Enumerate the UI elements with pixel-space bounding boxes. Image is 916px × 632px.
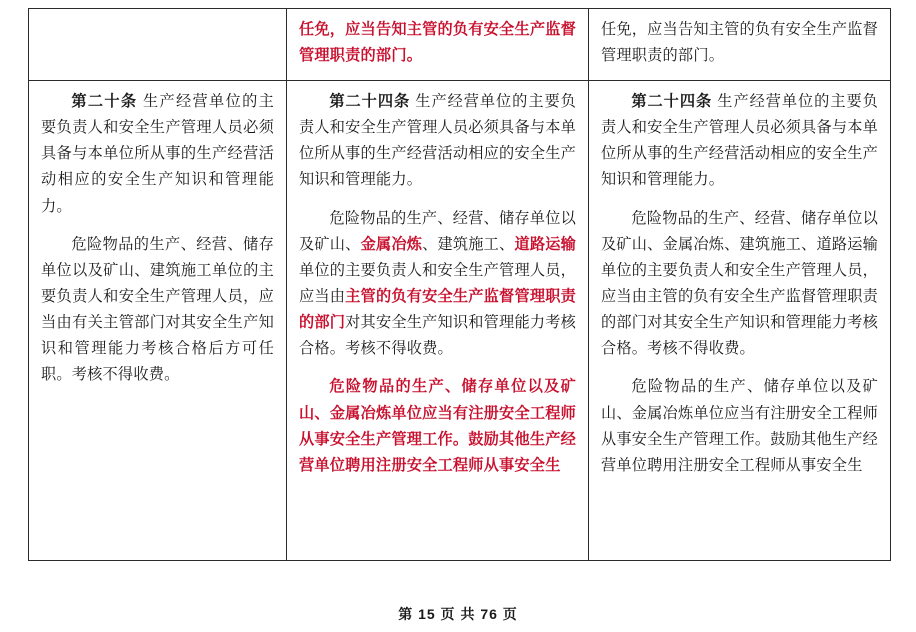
paragraph bbox=[41, 232, 274, 389]
paragraph bbox=[299, 89, 576, 194]
body-text: 对其安全生产知识和管理能力考核合格。考核不得收费。 bbox=[299, 314, 576, 358]
paragraph bbox=[299, 374, 576, 479]
table-cell-revised-article24 bbox=[287, 81, 589, 561]
cell-content-old bbox=[41, 89, 274, 389]
table-cell-final-article24 bbox=[589, 81, 891, 561]
revision-text: 主管的负有安全生产监督管理职责的部门 bbox=[299, 287, 576, 332]
page-footer: 第 15 页 共 76 页 bbox=[398, 606, 518, 622]
body-text: 危险物品的生产、经营、储存单位以及矿山、 bbox=[299, 209, 576, 253]
article-number: 第二十条 bbox=[71, 93, 138, 110]
body-text: 生产经营单位的主要负责人和安全生产管理人员必须具备与本单位所从事的生产经营活动相应的安全生产知识和管理能力。 bbox=[601, 93, 879, 189]
table-cell-final-continued bbox=[589, 9, 891, 81]
body-text: 单位的主要负责人和安全生产管理人员，应当由 bbox=[299, 261, 576, 305]
article-number: 第二十四条 bbox=[329, 93, 411, 110]
cell-content-revised bbox=[299, 89, 576, 479]
body-text: 生产经营单位的主要负责人和安全生产管理人员必须具备与本单位所从事的生产经营活动相应的安全生产知识和管理能力。 bbox=[299, 93, 577, 189]
body-text: 危险物品的生产、经营、储存单位以及矿山、建筑施工单位的主要负责人和安全生产管理人员，应当由有关主管部门对其安全生产知识和管理能力考核合格后方可任职。考核不得收费。 bbox=[41, 235, 274, 384]
body-text: 、建筑施工、 bbox=[422, 235, 515, 253]
article-number: 第二十四条 bbox=[631, 93, 713, 110]
body-text: 危险物品的生产、储存单位以及矿山、金属冶炼单位应当有注册安全工程师从事安全生产管理工作。鼓励其他生产经营单位聘用注册安全工程师从事安全生 bbox=[601, 378, 878, 474]
table-row bbox=[29, 9, 891, 81]
paragraph bbox=[299, 206, 576, 363]
body-text: 危险物品的生产、经营、储存单位以及矿山、金属冶炼、建筑施工、道路运输单位的主要负责人和安全生产管理人员，应当由主管的负有安全生产监督管理职责的部门对其安全生产知识和管理能力考核合格。考核不得收费。 bbox=[601, 209, 878, 358]
cell-content-final bbox=[601, 89, 878, 479]
revision-text: 金属冶炼 bbox=[360, 235, 423, 253]
paragraph bbox=[41, 89, 274, 220]
paragraph-continued-revised: 任免，应当告知主管的负有安全生产监督管理职责的部门。 bbox=[299, 21, 576, 65]
revision-text: 危险物品的生产、储存单位以及矿山、金属冶炼单位应当有注册安全工程师从事安全生产管理工作。鼓励其他生产经营单位聘用注册安全工程师从事安全生 bbox=[299, 378, 576, 474]
comparison-table bbox=[28, 8, 891, 561]
paragraph bbox=[601, 206, 878, 363]
paragraph bbox=[601, 89, 878, 194]
body-text: 生产经营单位的主要负责人和安全生产管理人员必须具备与本单位所从事的生产经营活动相应的安全生产知识和管理能力。 bbox=[41, 93, 274, 215]
table-cell-old-article20 bbox=[29, 81, 287, 561]
table-cell-revised-continued bbox=[287, 9, 589, 81]
table-body bbox=[29, 9, 891, 561]
paragraph-continued-final: 任免，应当告知主管的负有安全生产监督管理职责的部门。 bbox=[601, 21, 878, 65]
table-row bbox=[29, 81, 891, 561]
paragraph bbox=[601, 374, 878, 479]
revision-text: 道路运输 bbox=[514, 235, 577, 253]
table-cell-old-continued bbox=[29, 9, 287, 81]
